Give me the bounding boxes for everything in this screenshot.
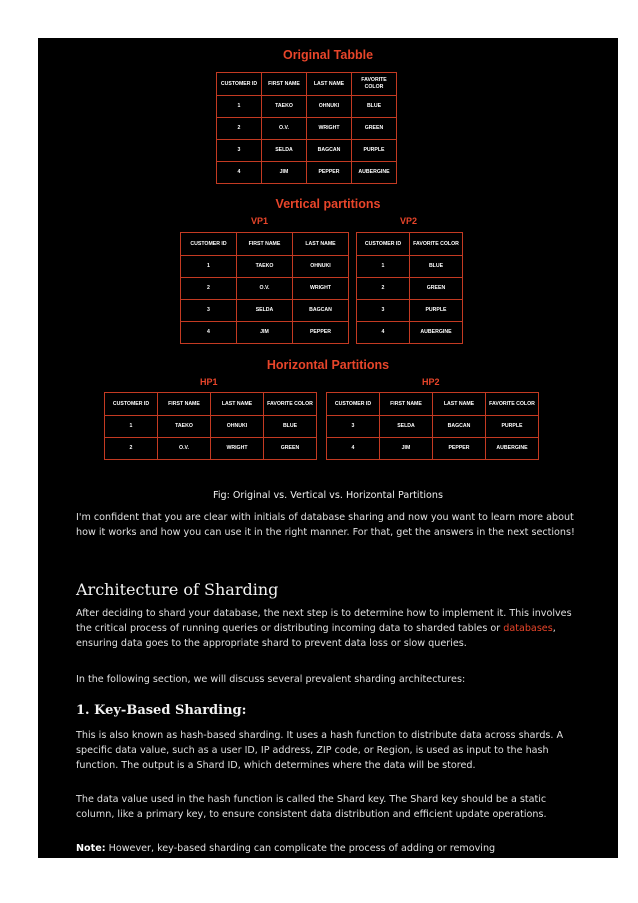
table-header-row [217, 73, 397, 96]
table-cell: TAEKO [237, 256, 293, 278]
table-row [181, 300, 349, 322]
column-header: CUSTOMER ID [181, 233, 237, 256]
vp2-table [356, 232, 463, 344]
table-cell: O.V. [237, 278, 293, 300]
column-header: FAVORITE COLOR [352, 73, 397, 96]
table-cell: 2 [105, 438, 158, 460]
table-cell: WRIGHT [307, 118, 352, 140]
horizontal-partitions-title: Horizontal Partitions [266, 358, 390, 372]
table-cell: 3 [327, 416, 380, 438]
paragraph-text: , ensuring data goes to the appropriate shard to prevent data loss or slow queries. [76, 623, 556, 649]
table-cell: SELDA [262, 140, 307, 162]
table-cell: AUBERGINE [486, 438, 539, 460]
subsection-paragraph-1: This is also known as hash-based sharding. It uses a hash function to distribute data across shards. A specific data value, such as a user ID, IP address, ZIP code, or Region, is used as input to the hash function. The output is a Shard ID, which determines where the data will be stored. [76, 730, 564, 771]
table-cell: 1 [217, 96, 262, 118]
section-heading: Architecture of Sharding [76, 580, 279, 599]
table-cell: SELDA [380, 416, 433, 438]
note-label: Note: [76, 843, 106, 854]
table-cell: O.V. [158, 438, 211, 460]
table-cell: WRIGHT [293, 278, 349, 300]
table-cell: GREEN [352, 118, 397, 140]
table-cell: BAGCAN [307, 140, 352, 162]
table-row [217, 118, 397, 140]
table-cell: PEPPER [307, 162, 352, 184]
table-row [357, 322, 463, 344]
section-paragraph-1 [76, 606, 576, 651]
table-cell: PURPLE [352, 140, 397, 162]
table-cell: 1 [105, 416, 158, 438]
table-row [327, 438, 539, 460]
table-row [357, 278, 463, 300]
table-row [217, 96, 397, 118]
table-cell: GREEN [264, 438, 317, 460]
hp2-label: HP2 [422, 377, 440, 387]
column-header: FIRST NAME [262, 73, 307, 96]
table-cell: O.V. [262, 118, 307, 140]
column-header: FIRST NAME [158, 393, 211, 416]
table-cell: 4 [357, 322, 410, 344]
column-header: LAST NAME [211, 393, 264, 416]
table-header-row [181, 233, 349, 256]
vertical-partitions-title: Vertical partitions [275, 197, 381, 211]
vp2-label: VP2 [400, 216, 418, 226]
column-header: FIRST NAME [237, 233, 293, 256]
column-header: CUSTOMER ID [105, 393, 158, 416]
table-cell: OHNUKI [307, 96, 352, 118]
column-header: FIRST NAME [380, 393, 433, 416]
hp1-label: HP1 [200, 377, 218, 387]
table-cell: PEPPER [293, 322, 349, 344]
column-header: FAVORITE COLOR [486, 393, 539, 416]
table-cell: SELDA [237, 300, 293, 322]
section-paragraph-2: In the following section, we will discuss several prevalent sharding architectures: [76, 674, 466, 685]
document-page [38, 38, 618, 858]
table-row [105, 438, 317, 460]
column-header: LAST NAME [293, 233, 349, 256]
table-cell: JIM [262, 162, 307, 184]
table-cell: 1 [181, 256, 237, 278]
table-header-row [357, 233, 463, 256]
column-header: FAVORITE COLOR [410, 233, 463, 256]
table-header-row [105, 393, 317, 416]
table-row [181, 278, 349, 300]
column-header: CUSTOMER ID [357, 233, 410, 256]
table-row [105, 416, 317, 438]
column-header: FAVORITE COLOR [264, 393, 317, 416]
hp2-table [326, 392, 539, 460]
table-cell: 2 [357, 278, 410, 300]
table-cell: BLUE [410, 256, 463, 278]
table-cell: BLUE [352, 96, 397, 118]
table-cell: PEPPER [433, 438, 486, 460]
table-cell: 4 [327, 438, 380, 460]
table-cell: TAEKO [158, 416, 211, 438]
table-cell: WRIGHT [211, 438, 264, 460]
table-cell: JIM [237, 322, 293, 344]
vp1-table [180, 232, 349, 344]
table-header-row [327, 393, 539, 416]
table-row [357, 256, 463, 278]
table-cell: 3 [357, 300, 410, 322]
table-row [181, 322, 349, 344]
table-cell: JIM [380, 438, 433, 460]
intro-paragraph: I'm confident that you are clear with initials of database sharing and now you want to learn more about how it works and how you can use it in the right manner. For that, get the answers in the next sections! [76, 512, 575, 538]
figure-caption: Fig: Original vs. Vertical vs. Horizontal Partitions [213, 490, 443, 501]
paragraph-text: After deciding to shard your database, the next step is to determine how to implement it. This involves the critical process of running queries or distributing incoming data to sharded tables or [76, 608, 572, 634]
table-cell: BAGCAN [293, 300, 349, 322]
table-cell: OHNUKI [211, 416, 264, 438]
table-row [327, 416, 539, 438]
table-row [357, 300, 463, 322]
table-cell: BLUE [264, 416, 317, 438]
table-cell: AUBERGINE [352, 162, 397, 184]
hp1-table [104, 392, 317, 460]
table-cell: TAEKO [262, 96, 307, 118]
original-table [216, 72, 397, 184]
original-table-title: Original Tabble [282, 48, 374, 62]
column-header: LAST NAME [307, 73, 352, 96]
table-cell: 3 [217, 140, 262, 162]
column-header: CUSTOMER ID [327, 393, 380, 416]
table-cell: 4 [181, 322, 237, 344]
table-cell: BAGCAN [433, 416, 486, 438]
note-text: However, key-based sharding can complicate the process of adding or removing [105, 843, 496, 854]
table-cell: 3 [181, 300, 237, 322]
subsection-heading: 1. Key-Based Sharding: [76, 703, 247, 718]
table-row [217, 162, 397, 184]
table-cell: 1 [357, 256, 410, 278]
table-cell: 2 [217, 118, 262, 140]
databases-link[interactable]: databases [503, 623, 553, 634]
table-row [217, 140, 397, 162]
table-cell: 2 [181, 278, 237, 300]
table-cell: 4 [217, 162, 262, 184]
note-paragraph [76, 841, 576, 856]
subsection-paragraph-2: The data value used in the hash function is called the Shard key. The Shard key should be a static column, like a primary key, to ensure consistent data distribution and efficient update operations. [76, 794, 547, 820]
table-cell: PURPLE [410, 300, 463, 322]
table-cell: OHNUKI [293, 256, 349, 278]
vp1-label: VP1 [251, 216, 269, 226]
table-cell: AUBERGINE [410, 322, 463, 344]
table-cell: GREEN [410, 278, 463, 300]
table-row [181, 256, 349, 278]
table-cell: PURPLE [486, 416, 539, 438]
column-header: CUSTOMER ID [217, 73, 262, 96]
column-header: LAST NAME [433, 393, 486, 416]
